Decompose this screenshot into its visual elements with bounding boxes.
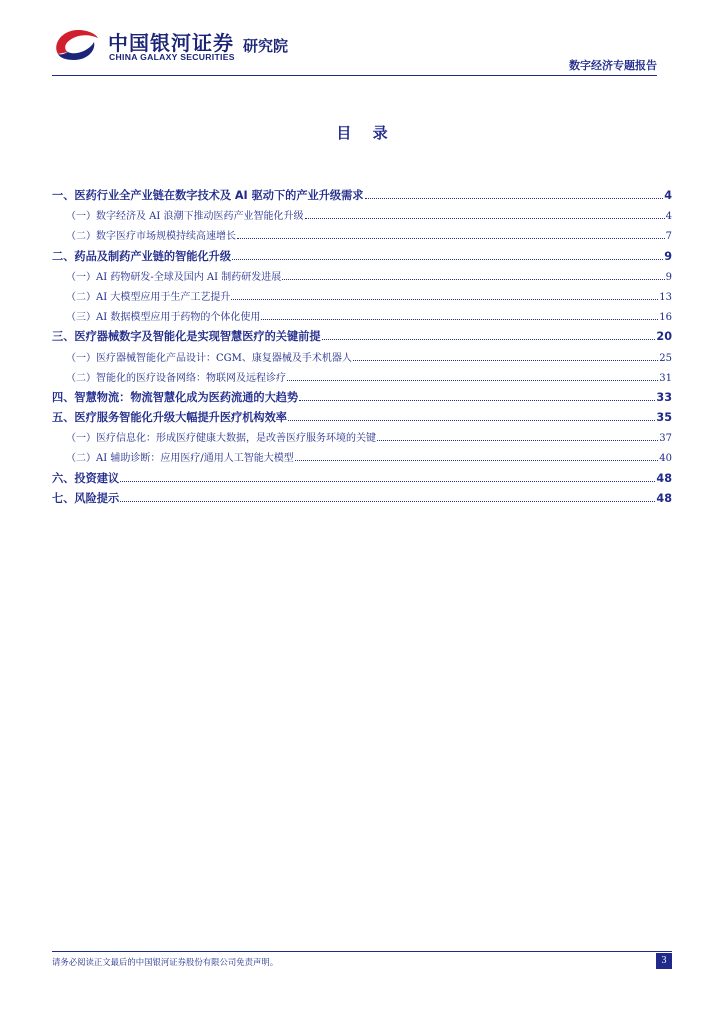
toc-dot-leader <box>237 238 665 239</box>
toc-entry-page: 7 <box>665 231 672 243</box>
toc-subsection-entry[interactable] <box>52 308 672 328</box>
footer-divider <box>52 951 672 952</box>
toc-section-entry[interactable] <box>52 470 672 490</box>
toc-entry-title: （二）智能化的医疗设备网络：物联网及远程诊疗 <box>66 372 286 384</box>
toc-entry-page: 48 <box>656 491 672 505</box>
page-header <box>0 0 724 80</box>
toc-subsection-entry[interactable] <box>52 207 672 227</box>
toc-section-entry[interactable] <box>52 409 672 429</box>
toc-dot-leader <box>287 380 658 381</box>
toc-entry-title: 一、医药行业全产业链在数字技术及 AI 驱动下的产业升级需求 <box>52 189 364 202</box>
toc-entry-title: 三、医疗器械数字及智能化是实现智慧医疗的关键前提 <box>52 330 321 344</box>
toc-dot-leader <box>305 218 665 219</box>
toc-section-entry[interactable] <box>52 389 672 409</box>
toc-entry-title: （二）AI 大模型应用于生产工艺提升 <box>66 291 231 303</box>
toc-entry-title: （二）AI 辅助诊断：应用医疗/通用人工智能大模型 <box>66 453 294 465</box>
toc-dot-leader <box>377 440 658 441</box>
toc-section-entry[interactable] <box>52 490 672 510</box>
toc-entry-page: 4 <box>664 189 672 202</box>
toc-dot-leader <box>261 319 658 320</box>
toc-entry-page: 4 <box>665 211 672 223</box>
footer-disclaimer: 请务必阅读正文最后的中国银河证券股份有限公司免责声明。 <box>52 957 279 967</box>
toc-entry-page: 25 <box>659 352 672 364</box>
institute-label: 研究院 <box>243 37 289 55</box>
toc-entry-title: （一）医疗器械智能化产品设计：CGM、康复器械及手术机器人 <box>66 352 352 364</box>
galaxy-logo-icon <box>52 24 104 64</box>
toc-subsection-entry[interactable] <box>52 268 672 288</box>
toc-entry-page: 9 <box>665 271 672 283</box>
brand-name-en: CHINA GALAXY SECURITIES <box>109 52 235 62</box>
toc-entry-title: 四、智慧物流：物流智慧化成为医药流通的大趋势 <box>52 390 299 404</box>
toc-entry-page: 31 <box>659 372 672 384</box>
toc-entry-title: （一）数字经济及 AI 浪潮下推动医药产业智能化升级 <box>66 211 304 223</box>
toc-entry-page: 9 <box>664 249 672 263</box>
toc-dot-leader <box>299 400 655 401</box>
toc-entry-page: 16 <box>659 312 672 324</box>
toc-entry-page: 20 <box>656 330 672 344</box>
toc-entry-page: 13 <box>659 291 672 303</box>
toc-subsection-entry[interactable] <box>52 429 672 449</box>
toc-entry-title: （一）医疗信息化：形成医疗健康大数据，是改善医疗服务环境的关键 <box>66 433 376 445</box>
toc-entry-title: 六、投资建议 <box>52 471 120 485</box>
toc-entry-title: 七、风险提示 <box>52 491 120 505</box>
toc-dot-leader <box>231 299 658 300</box>
toc-subsection-entry[interactable] <box>52 369 672 389</box>
table-of-contents <box>52 187 672 510</box>
toc-dot-leader <box>295 460 659 461</box>
toc-entry-title: 五、医疗服务智能化升级大幅提升医疗机构效率 <box>52 411 287 425</box>
toc-dot-leader <box>120 481 655 482</box>
toc-subsection-entry[interactable] <box>52 449 672 469</box>
toc-entry-page: 48 <box>656 471 672 485</box>
toc-dot-leader <box>282 279 664 280</box>
toc-entry-page: 35 <box>656 411 672 425</box>
toc-entry-page: 33 <box>656 390 672 404</box>
toc-subsection-entry[interactable] <box>52 349 672 369</box>
toc-section-entry[interactable] <box>52 248 672 268</box>
page-number-badge: 3 <box>656 953 672 969</box>
toc-title: 目 录 <box>336 124 396 142</box>
toc-dot-leader <box>353 360 658 361</box>
toc-dot-leader <box>120 501 655 502</box>
toc-section-entry[interactable] <box>52 187 672 207</box>
toc-dot-leader <box>365 198 664 199</box>
toc-section-entry[interactable] <box>52 328 672 348</box>
toc-entry-page: 37 <box>659 433 672 445</box>
header-divider <box>52 75 657 76</box>
toc-entry-title: （一）AI 药物研发-全球及国内 AI 制药研发进展 <box>66 271 282 283</box>
report-type-label: 数字经济专题报告 <box>569 59 657 72</box>
toc-entry-title: 二、药品及制药产业链的智能化升级 <box>52 249 232 263</box>
toc-entry-title: （三）AI 数据模型应用于药物的个体化使用 <box>66 312 261 324</box>
toc-subsection-entry[interactable] <box>52 288 672 308</box>
toc-entry-title: （二）数字医疗市场规模持续高速增长 <box>66 231 236 243</box>
brand-name-cn: 中国银河证券 <box>108 31 234 55</box>
toc-dot-leader <box>288 420 655 421</box>
toc-subsection-entry[interactable] <box>52 227 672 247</box>
toc-dot-leader <box>322 339 656 340</box>
toc-entry-page: 40 <box>659 453 672 465</box>
toc-dot-leader <box>232 259 663 260</box>
